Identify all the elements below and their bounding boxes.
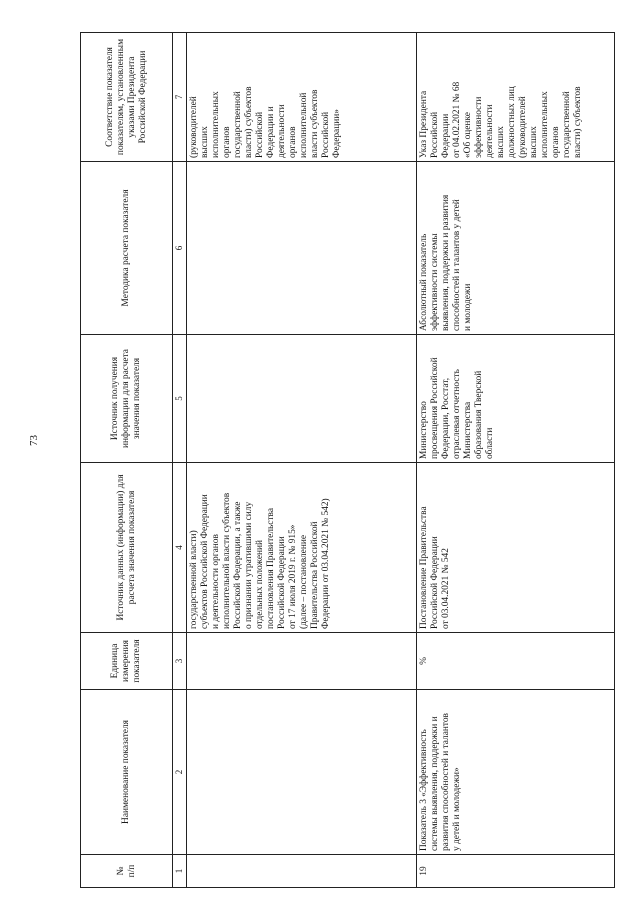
- header-no: № п/п: [81, 855, 173, 888]
- col-number: 5: [173, 335, 187, 463]
- table-row: [416, 33, 614, 888]
- row-data-source: Постановление Правительства Российской Федерации от 03.04.2021 № 542: [416, 463, 614, 633]
- rotated-table-container: [80, 33, 615, 888]
- page-number: 73: [28, 435, 40, 446]
- row-name: Показатель 3 «Эффективность системы выявления, поддержки и развития способностей и талантов у детей и молодежи»: [416, 690, 614, 855]
- row-unit: [186, 633, 416, 690]
- table-row: [186, 33, 416, 888]
- row-info-source: Министерство просвещения Российской Федерации, Росстат, отраслевая отчетность Министерства образования Тверской области: [416, 335, 614, 463]
- col-number: 1: [173, 855, 187, 888]
- row-info-source: [186, 335, 416, 463]
- row-method: [186, 162, 416, 335]
- header-method: Методика расчета показателя: [81, 162, 173, 335]
- row-unit: %: [416, 633, 614, 690]
- row-no: 19: [416, 855, 614, 888]
- indicator-table: [80, 32, 615, 888]
- header-info-source: Источник получения информации для расчета значения показателя: [81, 335, 173, 463]
- row-method: Абсолютный показатель эффективности системы выявления, поддержки и развития способностей и талантов у детей и молодежи: [416, 162, 614, 335]
- col-number: 7: [173, 33, 187, 162]
- row-data-source: государственной власти) субъектов Российской Федерации и деятельности органов исполнительной власти субъектов Российской Федерации, а также о признании утратившими силу отдельных положений постановления Правительства Российской Федерации от 17 июля 2019 г. № 915» (далее – постановление Правительства Российской Федерации от 03.04.2021 № 542): [186, 463, 416, 633]
- header-data-source: Источник данных (информации) для расчета значения показателя: [81, 463, 173, 633]
- header-name: Наименование показателя: [81, 690, 173, 855]
- header-unit: Единица измерения показателя: [81, 633, 173, 690]
- col-number: 4: [173, 463, 187, 633]
- col-number: 6: [173, 162, 187, 335]
- row-name: [186, 690, 416, 855]
- col-number: 3: [173, 633, 187, 690]
- col-number: 2: [173, 690, 187, 855]
- header-compliance: Соответствие показателя показателям, установленным указами Президента Российской Федерации: [81, 33, 173, 162]
- row-compliance: (руководителей высших исполнительных органов государственной власти) субъектов Российской Федерации и деятельности органов исполнительной власти субъектов Российской Федерации»: [186, 33, 416, 162]
- row-no: [186, 855, 416, 888]
- row-compliance: Указ Президента Российской Федерации от 04.02.2021 № 68 «Об оценке эффективности деятельности высших должностных лиц (руководителей высших исполнительных органов государственной власти) субъектов: [416, 33, 614, 162]
